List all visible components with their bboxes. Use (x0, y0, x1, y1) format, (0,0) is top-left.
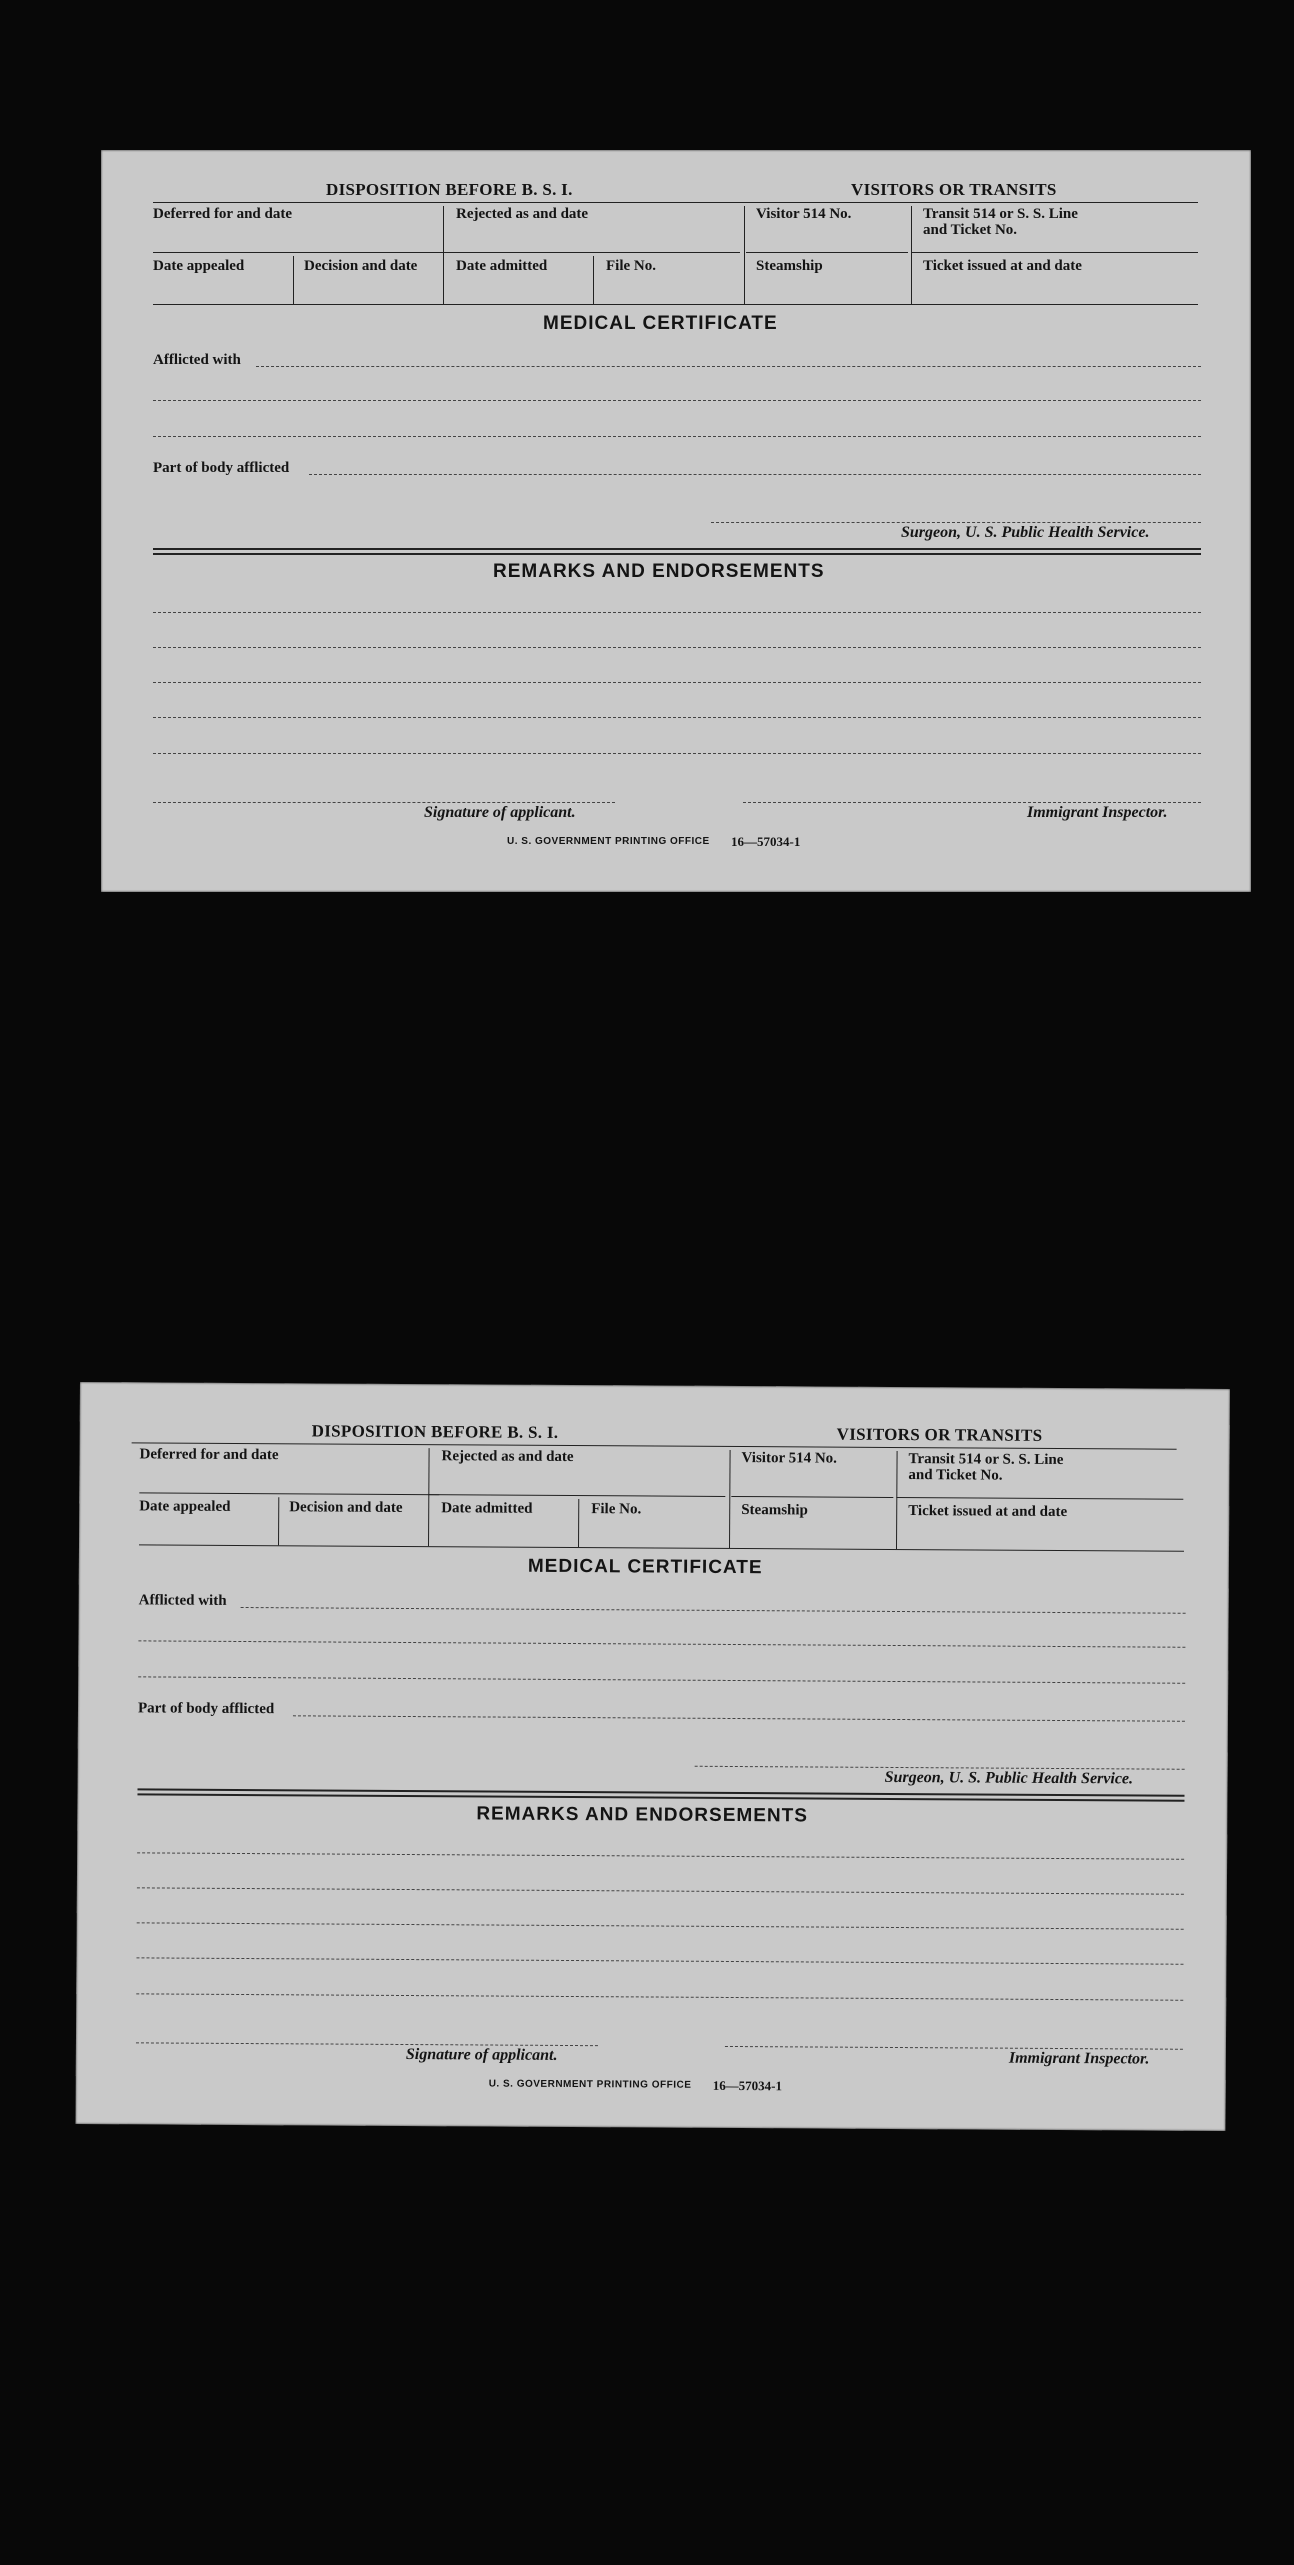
remarks-line (137, 1852, 1184, 1859)
transit-label: Transit 514 or S. S. Line (908, 1451, 1064, 1469)
remarks-line (153, 612, 1201, 613)
inspector-signature-line (725, 2046, 1183, 2050)
inspector-label: Immigrant Inspector. (1027, 804, 1168, 821)
header-rule (153, 202, 1198, 203)
col-divider-5 (896, 1451, 898, 1549)
date-admitted-label: Date admitted (441, 1500, 533, 1517)
part-of-body-line (293, 1715, 1185, 1721)
visitor-no-label: Visitor 514 No. (756, 206, 852, 222)
col-divider-1 (428, 1448, 430, 1546)
row-rule-transit (911, 252, 1198, 253)
afflicted-line-2 (153, 400, 1201, 401)
visitors-header: VISITORS OR TRANSITS (851, 180, 1057, 199)
row-rule-transit (896, 1497, 1183, 1500)
part-of-body-line (309, 474, 1201, 475)
printing-office-imprint: U. S. GOVERNMENT PRINTING OFFICE (507, 836, 710, 847)
remarks-line (153, 717, 1201, 718)
inspector-label: Immigrant Inspector. (1008, 2049, 1150, 2068)
record-card-2 (75, 1382, 1230, 2131)
file-no-label: File No. (606, 258, 656, 274)
ticket-issued-label: Ticket issued at and date (923, 258, 1082, 274)
afflicted-with-label: Afflicted with (138, 1592, 227, 1609)
rejected-label: Rejected as and date (441, 1448, 574, 1466)
visitor-no-label: Visitor 514 No. (741, 1450, 838, 1467)
row-rule-mid (443, 252, 740, 253)
row-rule-visitor (731, 1496, 893, 1498)
transit-label: Transit 514 or S. S. Line (923, 206, 1078, 222)
decision-label: Decision and date (289, 1499, 403, 1516)
row-rule-left (153, 252, 453, 253)
part-of-body-label: Part of body afflicted (153, 460, 290, 476)
col-divider-5 (911, 206, 912, 304)
afflicted-line-2 (138, 1640, 1185, 1647)
afflicted-line (241, 1607, 1186, 1614)
afflicted-line-3 (138, 1676, 1185, 1683)
double-divider (153, 548, 1201, 555)
steamship-label: Steamship (756, 258, 823, 274)
disposition-header: DISPOSITION BEFORE B. S. I. (311, 1421, 559, 1442)
transit-label-2: and Ticket No. (923, 222, 1018, 238)
remarks-line (153, 753, 1201, 754)
transit-label-2: and Ticket No. (908, 1467, 1003, 1484)
inspector-signature-line (743, 802, 1201, 803)
afflicted-with-label: Afflicted with (153, 352, 241, 368)
applicant-signature-line (153, 802, 615, 803)
record-card-1 (101, 150, 1251, 892)
remarks-title: REMARKS AND ENDORSEMENTS (476, 1803, 808, 1827)
row-rule-mid (428, 1494, 725, 1497)
surgeon-label: Surgeon, U. S. Public Health Service. (901, 524, 1150, 541)
col-divider-4 (729, 1450, 731, 1548)
remarks-line (136, 1957, 1183, 1964)
deferred-label: Deferred for and date (153, 206, 292, 222)
part-of-body-label: Part of body afflicted (137, 1700, 275, 1718)
surgeon-signature-line (711, 522, 1201, 523)
col-divider-1 (443, 206, 444, 304)
double-divider (137, 1788, 1184, 1801)
date-admitted-label: Date admitted (456, 258, 548, 274)
remarks-title: REMARKS AND ENDORSEMENTS (493, 561, 825, 582)
printing-office-imprint: U. S. GOVERNMENT PRINTING OFFICE (488, 2078, 692, 2091)
row-rule-visitor (746, 252, 908, 253)
table-bottom-rule (139, 1544, 1184, 1551)
surgeon-label: Surgeon, U. S. Public Health Service. (884, 1768, 1134, 1788)
medical-certificate-title: MEDICAL CERTIFICATE (527, 1555, 763, 1579)
signature-label: Signature of applicant. (405, 2046, 558, 2064)
steamship-label: Steamship (741, 1502, 808, 1519)
remarks-line (153, 647, 1201, 648)
deferred-label: Deferred for and date (139, 1446, 279, 1464)
afflicted-line-3 (153, 436, 1201, 437)
file-no-label: File No. (591, 1501, 642, 1518)
date-appealed-label: Date appealed (139, 1498, 231, 1515)
signature-label: Signature of applicant. (424, 804, 576, 821)
table-bottom-rule (153, 304, 1198, 305)
col-divider-3 (593, 256, 594, 304)
col-divider-2 (278, 1497, 279, 1545)
decision-label: Decision and date (304, 258, 418, 274)
rejected-label: Rejected as and date (456, 206, 589, 222)
remarks-line (153, 682, 1201, 683)
remarks-line (137, 1887, 1184, 1894)
applicant-signature-line (136, 2042, 598, 2046)
form-number: 16—57034-1 (712, 2077, 783, 2094)
visitors-header: VISITORS OR TRANSITS (836, 1424, 1043, 1445)
remarks-line (136, 1993, 1183, 2000)
medical-certificate-title: MEDICAL CERTIFICATE (543, 313, 778, 334)
form-number: 16—57034-1 (731, 834, 801, 849)
date-appealed-label: Date appealed (153, 258, 245, 274)
col-divider-3 (578, 1499, 579, 1547)
col-divider-2 (293, 256, 294, 304)
disposition-header: DISPOSITION BEFORE B. S. I. (326, 180, 573, 199)
remarks-line (137, 1922, 1184, 1929)
afflicted-line (256, 366, 1201, 367)
row-rule-left (139, 1492, 439, 1495)
ticket-issued-label: Ticket issued at and date (908, 1503, 1068, 1521)
col-divider-4 (744, 206, 745, 304)
